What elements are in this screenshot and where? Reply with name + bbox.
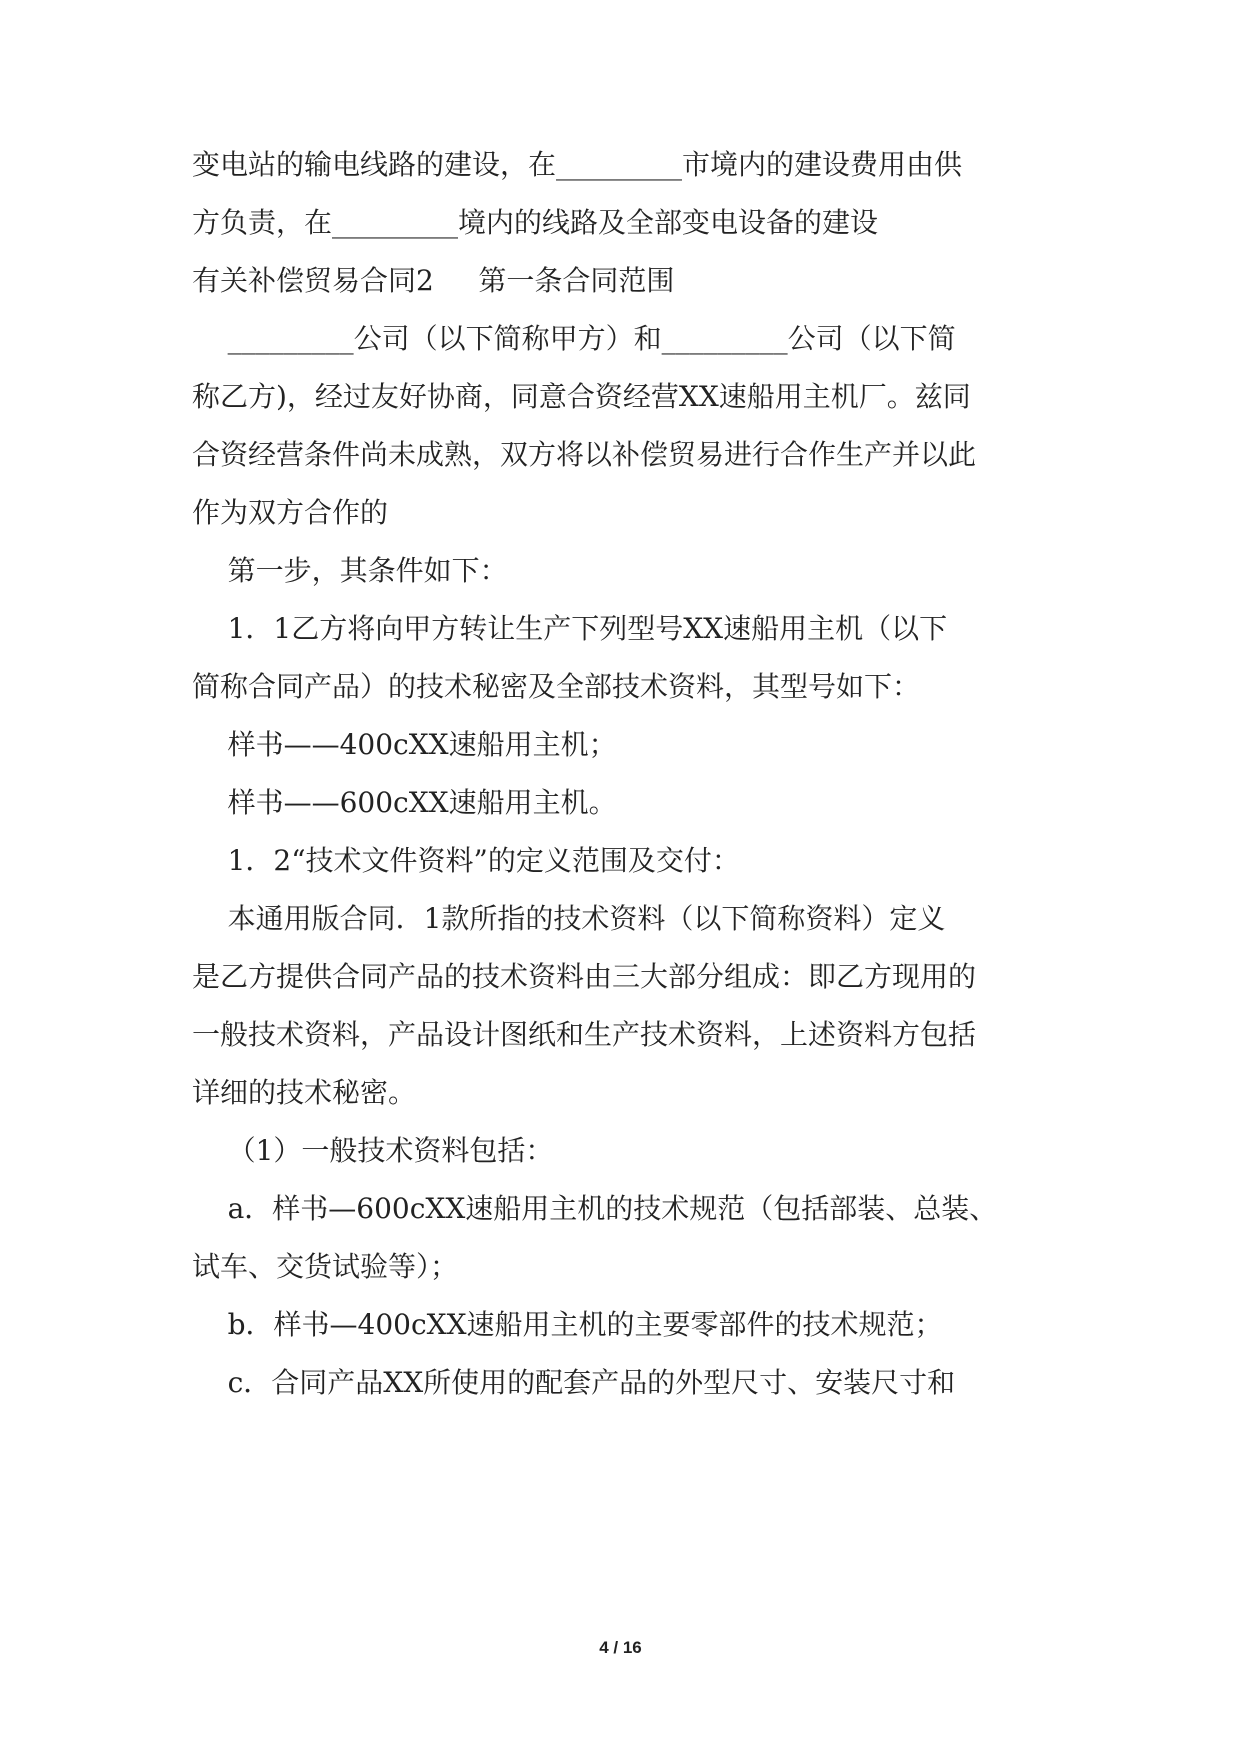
text-line: 1．2“技术文件资料”的定义范围及交付： bbox=[192, 844, 740, 877]
text-line: 详细的技术秘密。 bbox=[192, 1076, 417, 1109]
text-line: 简称合同产品）的技术秘密及全部技术资料，其型号如下： bbox=[192, 670, 921, 703]
text-line: c．合同产品XX所使用的配套产品的外型尺寸、安装尺寸和 bbox=[192, 1366, 956, 1399]
page-number: 4 / 16 bbox=[599, 1638, 642, 1657]
text-line: a．样书—600cXX速船用主机的技术规范（包括部装、总装、 bbox=[192, 1192, 998, 1225]
text-line: 合资经营条件尚未成熟，双方将以补偿贸易进行合作生产并以此 bbox=[192, 438, 977, 471]
text-line: 变电站的输电线路的建设，在_________市境内的建设费用由供 bbox=[192, 148, 963, 181]
text-line: 作为双方合作的 bbox=[192, 496, 389, 529]
text-line: 试车、交货试验等）； bbox=[192, 1250, 459, 1283]
text-line: 称乙方)，经过友好协商，同意合资经营XX速船用主机厂。兹同 bbox=[192, 380, 971, 413]
text-line: 1．1乙方将向甲方转让生产下列型号XX速船用主机（以下 bbox=[192, 612, 948, 645]
section-heading: 有关补偿贸易合同2 第一条合同范围 bbox=[192, 264, 675, 297]
text-line: 样书——600cXX速船用主机。 bbox=[192, 786, 617, 819]
text-line: 是乙方提供合同产品的技术资料由三大部分组成：即乙方现用的 bbox=[192, 960, 977, 993]
text-line: 样书——400cXX速船用主机； bbox=[192, 728, 617, 761]
text-line: b．样书—400cXX速船用主机的主要零部件的技术规范； bbox=[192, 1308, 943, 1341]
text-line: 方负责，在_________境内的线路及全部变电设备的建设 bbox=[192, 206, 879, 239]
text-line: 第一步，其条件如下： bbox=[192, 554, 508, 587]
text-line: _________公司（以下简称甲方）和_________公司（以下简 bbox=[192, 322, 956, 355]
text-line: 本通用版合同．1款所指的技术资料（以下简称资料）定义 bbox=[192, 902, 946, 935]
text-line: （1）一般技术资料包括： bbox=[192, 1134, 554, 1167]
text-line: 一般技术资料，产品设计图纸和生产技术资料，上述资料方包括 bbox=[192, 1018, 977, 1051]
